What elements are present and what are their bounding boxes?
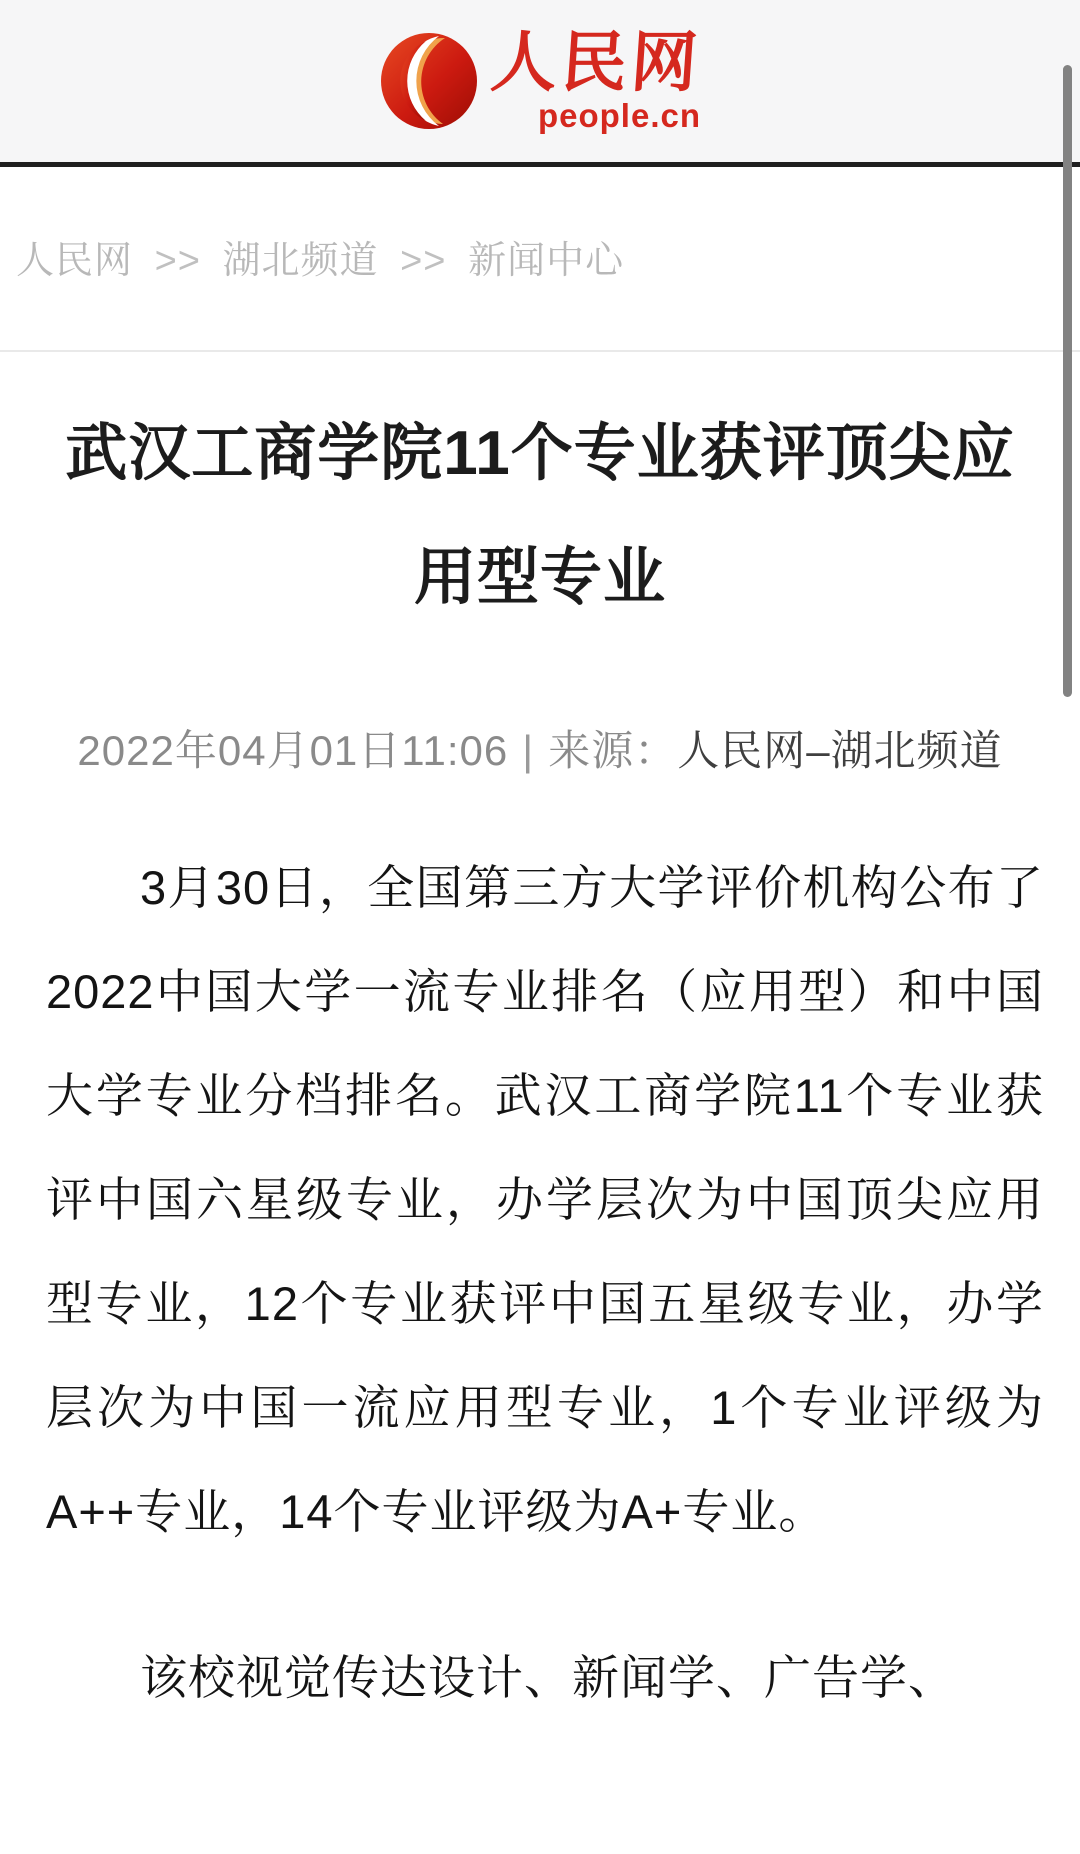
- article-body: [0, 836, 1080, 1730]
- site-header: [0, 0, 1080, 162]
- article-title: 武汉工商学院11个专业获评顶尖应用型专业: [65, 419, 1015, 612]
- people-globe-icon: [379, 31, 479, 131]
- breadcrumb: [16, 229, 1064, 284]
- breadcrumb-item-news-center[interactable]: 新闻中心: [468, 240, 625, 282]
- article: [0, 392, 1080, 1730]
- source-label: 来源：: [548, 727, 678, 774]
- people-cn-logo[interactable]: [379, 26, 704, 134]
- breadcrumb-separator: >>: [400, 240, 447, 282]
- logo-site-name: 人民网: [488, 26, 704, 100]
- breadcrumb-separator: >>: [154, 240, 201, 282]
- meta-separator: |: [522, 727, 535, 774]
- logo-text: [488, 26, 704, 134]
- scrollbar[interactable]: [1063, 65, 1072, 697]
- article-date: 2022年04月01日11:06: [77, 727, 509, 774]
- article-paragraph: 该校视觉传达设计、新闻学、广告学、: [140, 1651, 956, 1704]
- breadcrumb-item-channel[interactable]: 湖北频道: [222, 240, 379, 282]
- article-meta: [0, 718, 1080, 778]
- article-paragraph: 3月30日，全国第三方大学评价机构公布了2022中国大学一流专业排名（应用型）和中国大学专业分档排名。武汉工商学院11个专业获评中国六星级专业，办学层次为中国顶尖应用型专业，12个专业获评中国五星级专业，办学层次为中国一流应用型专业，1个专业评级为A++专业，14个专业评级为A+专业。: [46, 861, 1044, 1538]
- breadcrumb-bar: [0, 167, 1080, 352]
- source-value: 人民网–湖北频道: [677, 727, 1003, 774]
- breadcrumb-item-home[interactable]: 人民网: [16, 240, 134, 282]
- logo-domain: people.cn: [537, 96, 701, 134]
